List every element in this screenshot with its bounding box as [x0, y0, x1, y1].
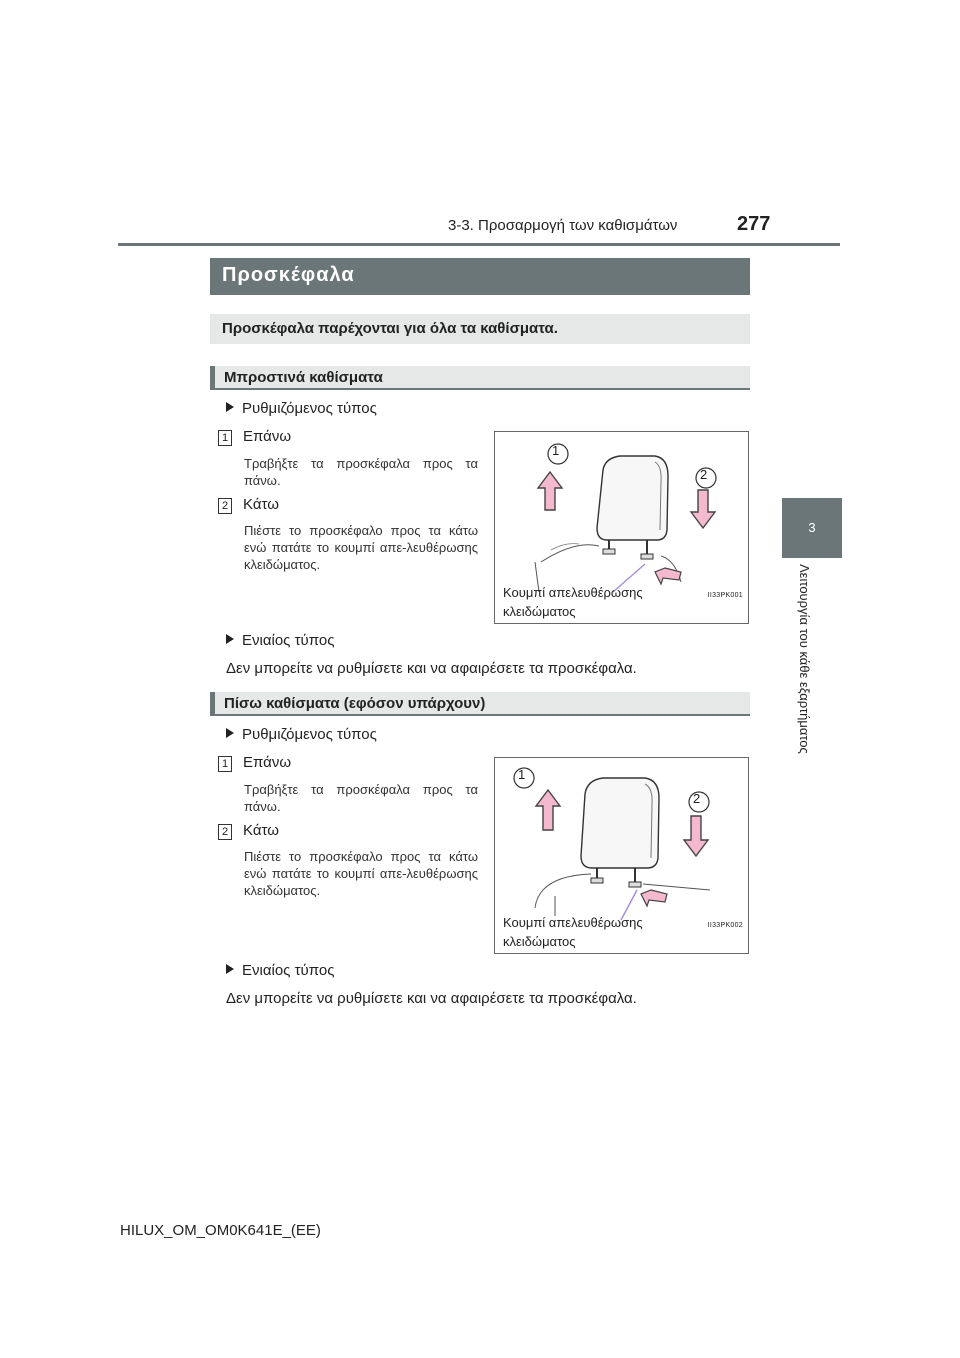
front-figure-label-line-1: Κουμπί απελευθέρωσης — [503, 585, 643, 600]
rear-figure-label-line-2: κλειδώματος — [503, 934, 576, 949]
front-figure-marker-1: 1 — [552, 443, 560, 458]
down-arrow-icon — [691, 490, 715, 528]
up-arrow-icon — [536, 790, 560, 830]
page-number: 277 — [737, 213, 771, 235]
headrest-icon — [597, 456, 668, 540]
triangle-bullet-icon — [226, 728, 234, 738]
intro-box — [210, 314, 750, 344]
rear-figure-marker-2: 2 — [693, 791, 701, 806]
section-heading-rear-text: Πίσω καθίσματα (εφόσον υπάρχουν) — [224, 695, 486, 712]
rear-figure-code: II33PK002 — [707, 922, 743, 929]
front-integrated-text: Δεν μπορείτε να ρυθμίσετε και να αφαιρέσετε τα προσκέφαλα. — [226, 660, 637, 677]
rear-adjustable-type-text: Ρυθμιζόμενος τύπος — [242, 726, 377, 743]
header-rule — [118, 243, 840, 246]
triangle-bullet-icon — [226, 402, 234, 412]
rear-figure-marker-1: 1 — [518, 767, 526, 782]
front-item-1-desc: Τραβήξτε τα προσκέφαλα προς τα πάνω. — [244, 456, 478, 488]
front-integrated-type-text: Ενιαίος τύπος — [242, 632, 335, 649]
front-headrest-illustration — [494, 431, 749, 624]
front-integrated-type — [226, 632, 334, 649]
section-heading-front — [210, 366, 750, 390]
chapter-title-text: Λειτουργία του κάθε εξαρτήματος — [797, 564, 812, 754]
front-item-1-number: 1 — [218, 430, 232, 446]
rear-item-1-title: Επάνω — [243, 754, 292, 771]
front-item-2-desc: Πιέστε το προσκέφαλο προς τα κάτω ενώ πατάτε το κουμπί απε-λευθέρωσης κλειδώματος. — [244, 523, 478, 572]
rear-item-2-desc: Πιέστε το προσκέφαλο προς τα κάτω ενώ πατάτε το κουμπί απε-λευθέρωσης κλειδώματος. — [244, 849, 478, 898]
section-heading-front-text: Μπροστινά καθίσματα — [224, 369, 383, 386]
front-item-2-title: Κάτω — [243, 496, 279, 513]
running-header-section: 3-3. Προσαρμογή των καθισμάτων — [448, 217, 678, 234]
down-arrow-icon — [684, 816, 708, 856]
rear-integrated-type-text: Ενιαίος τύπος — [242, 962, 335, 979]
headrest-icon — [581, 778, 659, 868]
front-item-2-number: 2 — [218, 498, 232, 514]
rear-item-2-number: 2 — [218, 824, 232, 840]
front-figure-code: II33PK001 — [707, 592, 743, 599]
front-item-1-title: Επάνω — [243, 428, 292, 445]
triangle-bullet-icon — [226, 964, 234, 974]
document-footer-code: HILUX_OM_OM0K641E_(EE) — [120, 1222, 321, 1239]
release-button-arrow-icon — [641, 890, 667, 906]
page-title-bar — [210, 258, 750, 295]
triangle-bullet-icon — [226, 634, 234, 644]
chapter-title-vertical — [797, 564, 827, 794]
front-figure-marker-2: 2 — [700, 467, 708, 482]
rear-adjustable-type — [226, 726, 377, 743]
chapter-tab[interactable]: 3 — [782, 498, 842, 558]
page-title: Προσκέφαλα — [222, 264, 355, 286]
front-adjustable-type-text: Ρυθμιζόμενος τύπος — [242, 400, 377, 417]
rear-item-1-number: 1 — [218, 756, 232, 772]
intro-text: Προσκέφαλα παρέχονται για όλα τα καθίσματα. — [222, 320, 558, 337]
rear-headrest-illustration — [494, 757, 749, 954]
front-adjustable-type — [226, 400, 377, 417]
front-figure-label-line-2: κλειδώματος — [503, 604, 576, 619]
section-heading-rear — [210, 692, 750, 716]
rear-item-1-desc: Τραβήξτε τα προσκέφαλα προς τα πάνω. — [244, 782, 478, 814]
rear-figure-label-line-1: Κουμπί απελευθέρωσης — [503, 915, 643, 930]
rear-integrated-type — [226, 962, 334, 979]
up-arrow-icon — [538, 472, 562, 510]
rear-item-2-title: Κάτω — [243, 822, 279, 839]
rear-integrated-text: Δεν μπορείτε να ρυθμίσετε και να αφαιρέσετε τα προσκέφαλα. — [226, 990, 637, 1007]
